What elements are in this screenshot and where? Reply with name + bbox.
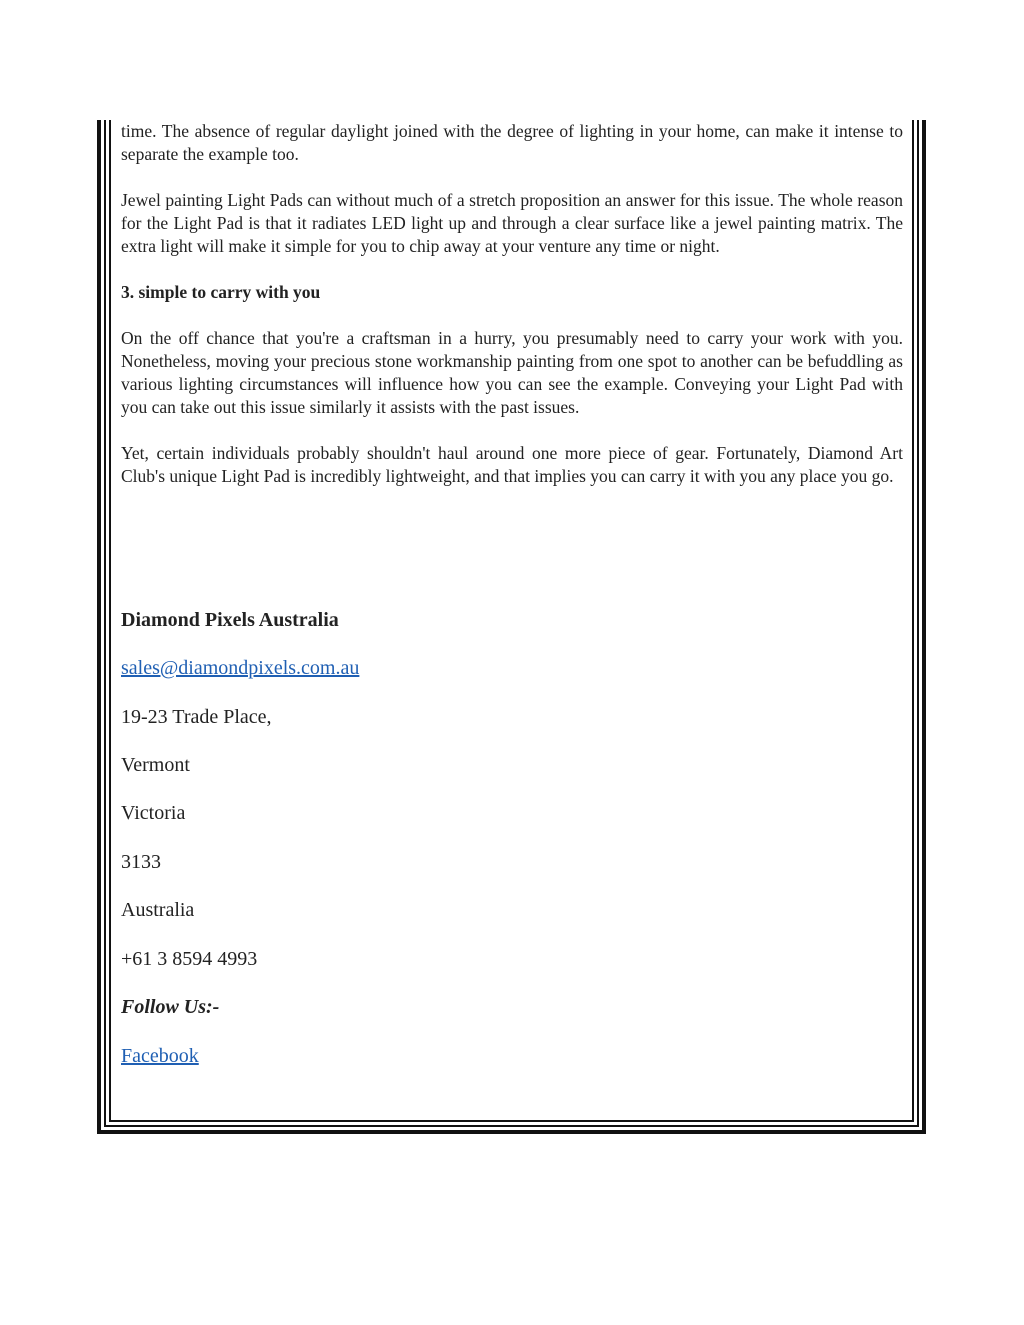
paragraph-carry-work: On the off chance that you're a craftsman in a hurry, you presumably need to carry your work with you. Nonetheless, moving your precious stone workmanship painting from one spot to another can be befuddling as various lighting circumstances will influence how you can see the example. Conveying your Light Pad with you can take out this issue similarly it assists with the past issues. [121, 328, 903, 417]
postcode: 3133 [121, 851, 161, 873]
border-left-middle [104, 120, 106, 1127]
border-bottom-middle [104, 1125, 919, 1127]
border-right-middle [917, 120, 919, 1127]
email-link[interactable]: sales@diamondpixels.com.au [121, 657, 360, 679]
company-name: Diamond Pixels Australia [121, 609, 339, 631]
border-left-inner [109, 120, 111, 1122]
paragraph-light-pads: Jewel painting Light Pads can without much of a stretch proposition an answer for this issue. The whole reason for the Light Pad is that it radiates LED light up and through a clear surface like a jewel painting matrix. The extra light will make it simple for you to chip away at your venture any time or night. [121, 190, 903, 256]
document-body [121, 120, 903, 511]
suburb: Vermont [121, 754, 190, 776]
section-heading: 3. simple to carry with you [121, 282, 321, 302]
email-link-line [121, 656, 903, 680]
border-bottom-inner [109, 1120, 914, 1122]
phone-number: +61 3 8594 4993 [121, 948, 258, 970]
paragraph-continued: time. The absence of regular daylight joined with the degree of lighting in your home, can make it intense to separate the example too. [121, 121, 903, 164]
border-right-inner [912, 120, 914, 1122]
social-link-line [121, 1044, 903, 1068]
follow-us-label: Follow Us:- [121, 996, 220, 1018]
border-bottom-outer [97, 1130, 926, 1134]
border-left-outer [97, 120, 101, 1134]
border-right-outer [922, 120, 926, 1134]
facebook-link[interactable]: Facebook [121, 1045, 199, 1067]
country: Australia [121, 899, 195, 921]
address-line: 19-23 Trade Place, [121, 706, 272, 728]
paragraph-lightweight: Yet, certain individuals probably shouldn't haul around one more piece of gear. Fortunately, Diamond Art Club's unique Light Pad is incredibly lightweight, and that implies you can carry it with you any place you go. [121, 443, 903, 486]
state: Victoria [121, 802, 186, 824]
